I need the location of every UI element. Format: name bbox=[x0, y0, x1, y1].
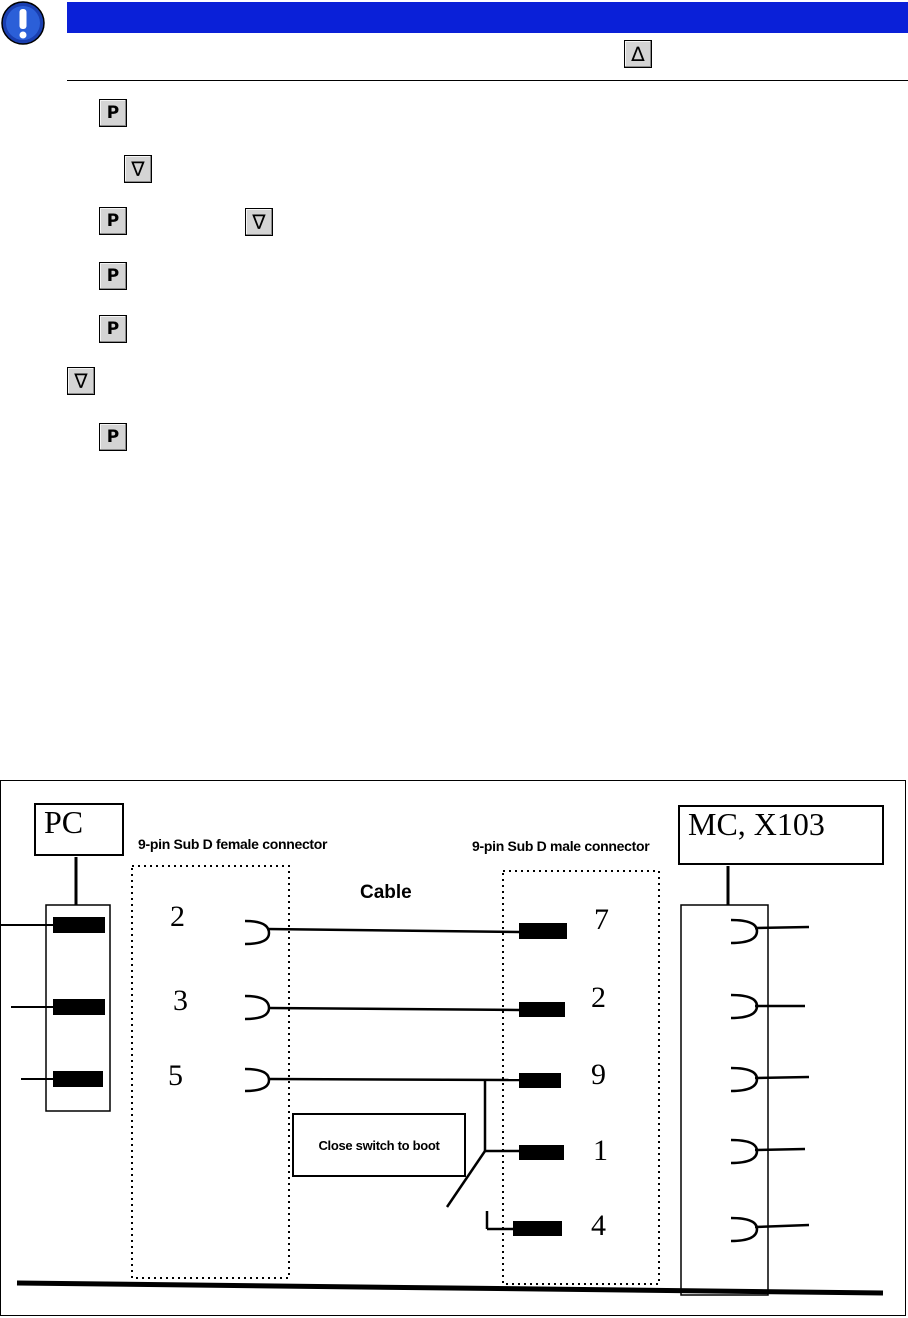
male-pin-7: 7 bbox=[594, 903, 609, 936]
p-key-4: P bbox=[99, 315, 127, 343]
mc-box: MC, X103 bbox=[678, 805, 884, 865]
down-key-1: ∇ bbox=[124, 155, 152, 183]
p-key-2: P bbox=[99, 207, 127, 235]
pc-box: PC bbox=[34, 803, 124, 856]
down-key-2: ∇ bbox=[245, 208, 273, 236]
p-key-5: P bbox=[99, 423, 127, 451]
male-pin-9: 9 bbox=[591, 1058, 606, 1091]
male-pin-1: 1 bbox=[593, 1134, 608, 1167]
female-pin-3: 3 bbox=[173, 984, 188, 1017]
warning-icon bbox=[0, 0, 46, 46]
female-pin-2: 2 bbox=[170, 900, 185, 933]
p-key-3: P bbox=[99, 262, 127, 290]
cable-label: Cable bbox=[360, 882, 412, 903]
female-connector-label: 9-pin Sub D female connector bbox=[138, 836, 328, 852]
switch-label: Close switch to boot bbox=[318, 1137, 440, 1153]
header-bar bbox=[67, 2, 908, 33]
up-key: ∆ bbox=[624, 40, 652, 68]
switch-label-box bbox=[292, 1113, 466, 1177]
male-pin-2: 2 bbox=[591, 981, 606, 1014]
header-rule bbox=[67, 80, 908, 81]
female-pin-5: 5 bbox=[168, 1059, 183, 1092]
down-key-3: ∇ bbox=[67, 367, 95, 395]
male-pin-4: 4 bbox=[591, 1209, 606, 1242]
male-connector-label: 9-pin Sub D male connector bbox=[472, 838, 650, 854]
p-key-1: P bbox=[99, 99, 127, 127]
